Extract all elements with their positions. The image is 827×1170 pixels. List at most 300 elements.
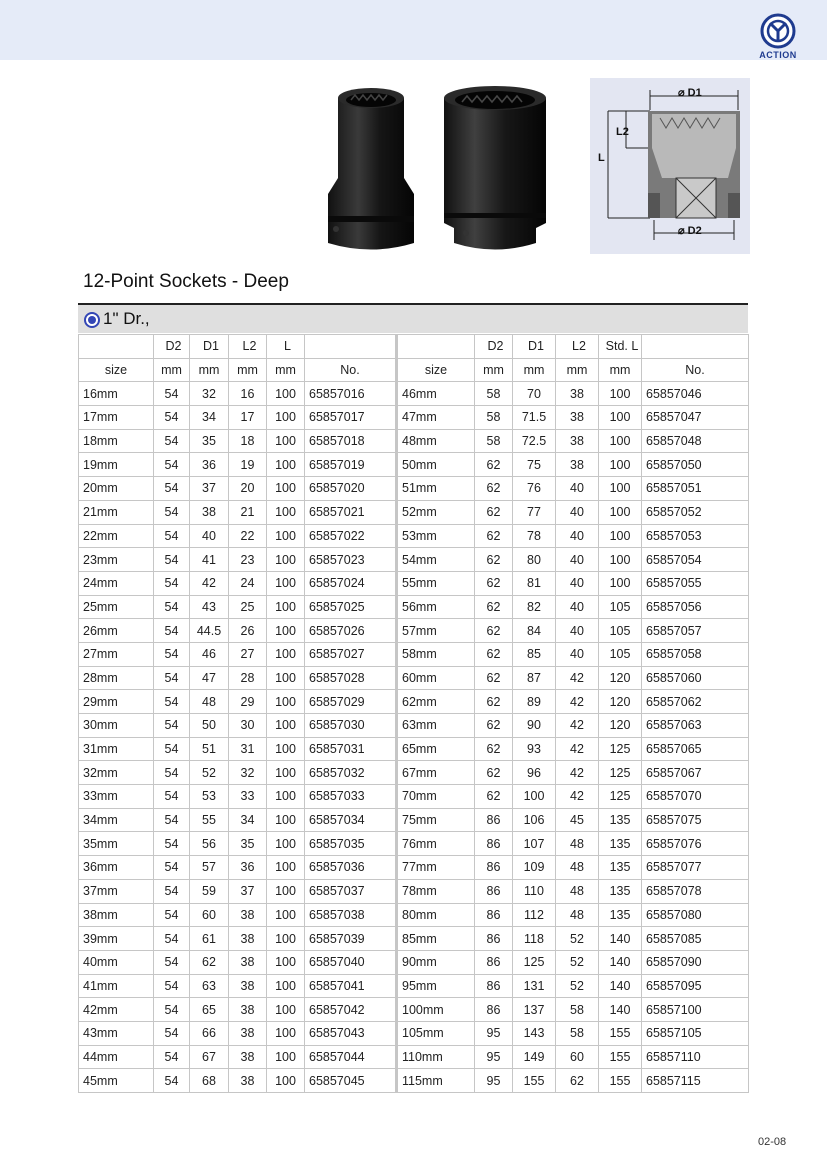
table-cell: 53 <box>190 785 229 809</box>
table-cell: 140 <box>599 974 642 998</box>
table-cell: 86 <box>475 879 513 903</box>
table-cell: 100 <box>267 737 305 761</box>
table-cell: 23mm <box>79 548 154 572</box>
table-cell: mm <box>556 358 599 382</box>
table-cell: 60 <box>190 903 229 927</box>
table-cell: 54 <box>154 737 190 761</box>
table-cell: 86 <box>475 950 513 974</box>
table-cell: 22mm <box>79 524 154 548</box>
table-cell: 16 <box>229 382 267 406</box>
table-cell: 62 <box>475 666 513 690</box>
table-row <box>79 927 749 951</box>
table-cell: 42 <box>556 666 599 690</box>
table-cell: 65857105 <box>642 1021 749 1045</box>
table-cell: 65857100 <box>642 998 749 1022</box>
table-cell: 65857042 <box>305 998 397 1022</box>
table-cell: 90 <box>513 714 556 738</box>
table-cell: 42 <box>190 571 229 595</box>
table-cell: 30mm <box>79 714 154 738</box>
table-cell: 40mm <box>79 950 154 974</box>
table-cell: 100 <box>267 619 305 643</box>
table-cell: 65857021 <box>305 500 397 524</box>
table-cell: 62 <box>475 737 513 761</box>
table-cell: 76 <box>513 477 556 501</box>
table-cell: 105 <box>599 619 642 643</box>
table-cell: mm <box>599 358 642 382</box>
table-cell: 106 <box>513 808 556 832</box>
table-cell: 29 <box>229 690 267 714</box>
table-cell: 59 <box>190 879 229 903</box>
table-cell: 62 <box>475 453 513 477</box>
table-cell: 86 <box>475 998 513 1022</box>
table-cell: 53mm <box>397 524 475 548</box>
table-cell: 78mm <box>397 879 475 903</box>
table-cell: 54 <box>154 1069 190 1093</box>
table-cell: mm <box>154 358 190 382</box>
table-cell: 100 <box>267 927 305 951</box>
table-cell: 62 <box>475 595 513 619</box>
table-cell: 20 <box>229 477 267 501</box>
table-cell: 25mm <box>79 595 154 619</box>
table-cell: 110 <box>513 879 556 903</box>
table-cell: 87 <box>513 666 556 690</box>
table-cell: 54 <box>154 406 190 430</box>
table-cell: 37 <box>190 477 229 501</box>
table-cell: 100 <box>267 879 305 903</box>
table-cell: 62 <box>475 548 513 572</box>
table-cell: 65857051 <box>642 477 749 501</box>
table-cell: 40 <box>556 524 599 548</box>
table-cell: 77 <box>513 500 556 524</box>
table-cell: 55 <box>190 808 229 832</box>
table-cell: 42 <box>556 761 599 785</box>
table-cell: 38 <box>229 903 267 927</box>
table-cell: 65857033 <box>305 785 397 809</box>
table-cell: 65857019 <box>305 453 397 477</box>
table-cell: 58mm <box>397 642 475 666</box>
table-cell: 65mm <box>397 737 475 761</box>
table-row <box>79 548 749 572</box>
table-cell: 115mm <box>397 1069 475 1093</box>
table-cell: 38 <box>556 382 599 406</box>
small-socket-photo <box>326 78 416 256</box>
table-cell: 65857046 <box>642 382 749 406</box>
section-bullet-icon <box>84 312 100 328</box>
table-cell: 65857076 <box>642 832 749 856</box>
table-cell: 60 <box>556 1045 599 1069</box>
table-cell: D2 <box>154 335 190 359</box>
spec-table <box>78 334 749 1093</box>
table-cell: 40 <box>556 548 599 572</box>
table-cell: 54 <box>154 524 190 548</box>
table-cell: 131 <box>513 974 556 998</box>
table-cell: 140 <box>599 927 642 951</box>
table-cell: 17mm <box>79 406 154 430</box>
table-cell: 48 <box>556 832 599 856</box>
table-cell: 120 <box>599 690 642 714</box>
table-cell: 31 <box>229 737 267 761</box>
table-cell: 20mm <box>79 477 154 501</box>
table-cell: 48 <box>556 879 599 903</box>
table-cell: 57mm <box>397 619 475 643</box>
table-cell: 36 <box>229 856 267 880</box>
table-cell: 38 <box>229 1045 267 1069</box>
table-cell: 34mm <box>79 808 154 832</box>
table-cell: 65857047 <box>642 406 749 430</box>
table-cell: 67 <box>190 1045 229 1069</box>
table-row <box>79 903 749 927</box>
table-cell: 39mm <box>79 927 154 951</box>
table-cell: 86 <box>475 808 513 832</box>
table-cell: 65857031 <box>305 737 397 761</box>
table-cell: 58 <box>556 1021 599 1045</box>
table-header-row <box>79 335 749 359</box>
table-cell: 62 <box>475 714 513 738</box>
table-cell: 48 <box>556 903 599 927</box>
table-cell: 155 <box>513 1069 556 1093</box>
table-cell: 65857029 <box>305 690 397 714</box>
table-row <box>79 382 749 406</box>
table-cell: 96 <box>513 761 556 785</box>
table-cell: 38 <box>556 406 599 430</box>
table-cell: 52 <box>556 927 599 951</box>
table-row <box>79 808 749 832</box>
table-cell: 70 <box>513 382 556 406</box>
table-cell: 71.5 <box>513 406 556 430</box>
table-cell: 100 <box>267 714 305 738</box>
table-cell: 37mm <box>79 879 154 903</box>
table-cell: 100 <box>267 832 305 856</box>
table-cell: 100 <box>267 477 305 501</box>
table-cell: 54 <box>154 950 190 974</box>
large-socket-photo <box>440 78 550 256</box>
table-cell: 80mm <box>397 903 475 927</box>
table-cell: 28mm <box>79 666 154 690</box>
table-cell: 65857056 <box>642 595 749 619</box>
table-cell: 45 <box>556 808 599 832</box>
table-cell: 62 <box>475 690 513 714</box>
table-cell: 65857032 <box>305 761 397 785</box>
table-cell: 135 <box>599 832 642 856</box>
table-cell: 58 <box>556 998 599 1022</box>
table-cell: 43mm <box>79 1021 154 1045</box>
table-cell: L2 <box>229 335 267 359</box>
table-cell: 56 <box>190 832 229 856</box>
table-cell: 89 <box>513 690 556 714</box>
table-cell: 44.5 <box>190 619 229 643</box>
page-number: 02-08 <box>758 1136 787 1148</box>
table-cell: 100 <box>267 382 305 406</box>
table-cell: 32 <box>229 761 267 785</box>
table-cell: 100 <box>267 950 305 974</box>
table-row <box>79 714 749 738</box>
table-cell <box>79 335 154 359</box>
table-cell: 135 <box>599 856 642 880</box>
table-cell: 65857025 <box>305 595 397 619</box>
table-cell: 100 <box>599 548 642 572</box>
table-cell: mm <box>475 358 513 382</box>
table-row <box>79 998 749 1022</box>
table-cell: 65857110 <box>642 1045 749 1069</box>
table-cell: 65857053 <box>642 524 749 548</box>
table-cell: 65857016 <box>305 382 397 406</box>
table-cell: 42mm <box>79 998 154 1022</box>
table-cell: 42 <box>556 785 599 809</box>
table-cell: 54 <box>154 785 190 809</box>
table-cell: 109 <box>513 856 556 880</box>
table-cell: 32mm <box>79 761 154 785</box>
table-row <box>79 879 749 903</box>
table-cell: 50mm <box>397 453 475 477</box>
table-cell: 100 <box>267 429 305 453</box>
table-cell: 40 <box>556 477 599 501</box>
table-cell: 36 <box>190 453 229 477</box>
table-cell: 54 <box>154 619 190 643</box>
table-cell: 65857085 <box>642 927 749 951</box>
table-cell: 65857026 <box>305 619 397 643</box>
table-cell: 135 <box>599 903 642 927</box>
table-cell: 43 <box>190 595 229 619</box>
table-row <box>79 477 749 501</box>
table-cell: 86 <box>475 927 513 951</box>
table-cell: 100 <box>267 998 305 1022</box>
table-cell: 65857070 <box>642 785 749 809</box>
table-cell: 100 <box>267 548 305 572</box>
table-cell: 140 <box>599 998 642 1022</box>
table-cell: 76mm <box>397 832 475 856</box>
table-cell: 100 <box>267 666 305 690</box>
table-cell: 42 <box>556 737 599 761</box>
table-cell: 65857028 <box>305 666 397 690</box>
table-cell: 100 <box>513 785 556 809</box>
table-cell: 57 <box>190 856 229 880</box>
table-cell: 118 <box>513 927 556 951</box>
table-cell: 21 <box>229 500 267 524</box>
table-cell: 38 <box>229 974 267 998</box>
table-row <box>79 690 749 714</box>
table-cell: 65857063 <box>642 714 749 738</box>
table-cell: 38 <box>229 1069 267 1093</box>
table-cell: 112 <box>513 903 556 927</box>
label-d2: ⌀ D2 <box>678 225 702 237</box>
table-cell: 105 <box>599 595 642 619</box>
table-cell: 100 <box>267 406 305 430</box>
table-cell: 38 <box>556 429 599 453</box>
table-cell: 51mm <box>397 477 475 501</box>
table-cell: 38 <box>229 998 267 1022</box>
table-cell: 65857078 <box>642 879 749 903</box>
table-row <box>79 406 749 430</box>
table-cell: 63 <box>190 974 229 998</box>
table-cell: 100 <box>267 690 305 714</box>
table-row <box>79 524 749 548</box>
table-cell: 54 <box>154 903 190 927</box>
table-cell: 155 <box>599 1069 642 1093</box>
table-row <box>79 595 749 619</box>
table-cell: 65857018 <box>305 429 397 453</box>
table-cell: 70mm <box>397 785 475 809</box>
table-cell: 32 <box>190 382 229 406</box>
table-cell: 100 <box>599 500 642 524</box>
table-cell: 65857048 <box>642 429 749 453</box>
table-cell: 41 <box>190 548 229 572</box>
table-cell: 100 <box>267 500 305 524</box>
table-cell: 65857050 <box>642 453 749 477</box>
table-cell: 65857022 <box>305 524 397 548</box>
table-cell: 65857043 <box>305 1021 397 1045</box>
table-cell: 51 <box>190 737 229 761</box>
table-row <box>79 500 749 524</box>
table-row <box>79 950 749 974</box>
table-cell: 110mm <box>397 1045 475 1069</box>
table-cell: 65857090 <box>642 950 749 974</box>
table-cell: 125 <box>513 950 556 974</box>
table-cell: 65857058 <box>642 642 749 666</box>
table-cell: 54 <box>154 879 190 903</box>
table-cell: 100 <box>267 524 305 548</box>
table-cell: 62 <box>475 619 513 643</box>
table-cell: 55mm <box>397 571 475 595</box>
table-cell: 54 <box>154 714 190 738</box>
table-cell: 135 <box>599 879 642 903</box>
table-cell: 100 <box>599 382 642 406</box>
table-cell: 65857024 <box>305 571 397 595</box>
table-cell: 95 <box>475 1045 513 1069</box>
table-cell: 149 <box>513 1045 556 1069</box>
table-cell: 120 <box>599 714 642 738</box>
table-cell: 54 <box>154 500 190 524</box>
table-cell: L2 <box>556 335 599 359</box>
table-cell: 54 <box>154 453 190 477</box>
table-cell: 65857045 <box>305 1069 397 1093</box>
table-cell: 54 <box>154 974 190 998</box>
table-cell: 54 <box>154 690 190 714</box>
table-cell: 38mm <box>79 903 154 927</box>
table-cell: 155 <box>599 1045 642 1069</box>
table-cell: 24mm <box>79 571 154 595</box>
table-cell: 75 <box>513 453 556 477</box>
table-cell: 143 <box>513 1021 556 1045</box>
table-cell: 95 <box>475 1021 513 1045</box>
table-cell: 65857080 <box>642 903 749 927</box>
table-cell <box>305 335 397 359</box>
table-cell: 65857035 <box>305 832 397 856</box>
table-cell: 125 <box>599 785 642 809</box>
table-cell: 38 <box>229 1021 267 1045</box>
table-cell: 100 <box>267 761 305 785</box>
table-cell: 107 <box>513 832 556 856</box>
table-cell: 65857027 <box>305 642 397 666</box>
table-cell: 62 <box>475 477 513 501</box>
table-cell: 100 <box>267 1069 305 1093</box>
table-cell: 33mm <box>79 785 154 809</box>
table-cell: 33 <box>229 785 267 809</box>
table-cell: 35 <box>190 429 229 453</box>
table-cell: D1 <box>513 335 556 359</box>
table-cell: 18mm <box>79 429 154 453</box>
table-cell: 54 <box>154 666 190 690</box>
section-header <box>78 305 748 333</box>
table-cell: 54 <box>154 856 190 880</box>
table-cell: Std. L <box>599 335 642 359</box>
table-cell: 65857034 <box>305 808 397 832</box>
table-row <box>79 974 749 998</box>
table-cell: 86 <box>475 974 513 998</box>
table-cell: 48 <box>190 690 229 714</box>
table-cell: 100 <box>267 903 305 927</box>
table-cell: 100 <box>267 571 305 595</box>
table-cell: mm <box>513 358 556 382</box>
table-cell: 40 <box>556 571 599 595</box>
table-cell: 42 <box>556 690 599 714</box>
table-cell: 65857057 <box>642 619 749 643</box>
table-cell: 82 <box>513 595 556 619</box>
table-cell: 62mm <box>397 690 475 714</box>
table-cell: D2 <box>475 335 513 359</box>
table-cell: 38 <box>190 500 229 524</box>
table-cell: 78 <box>513 524 556 548</box>
table-cell: 90mm <box>397 950 475 974</box>
table-cell: 16mm <box>79 382 154 406</box>
table-cell: 18 <box>229 429 267 453</box>
table-cell: 54 <box>154 595 190 619</box>
table-cell: 65857037 <box>305 879 397 903</box>
table-row <box>79 642 749 666</box>
table-cell: 35mm <box>79 832 154 856</box>
table-cell: 85 <box>513 642 556 666</box>
table-cell: 125 <box>599 761 642 785</box>
table-cell: 54mm <box>397 548 475 572</box>
table-cell: 65857067 <box>642 761 749 785</box>
table-cell: 65857020 <box>305 477 397 501</box>
table-cell: 54 <box>154 998 190 1022</box>
table-cell: 54 <box>154 429 190 453</box>
table-cell: 65857055 <box>642 571 749 595</box>
table-cell: 48 <box>556 856 599 880</box>
table-cell: 125 <box>599 737 642 761</box>
table-row <box>79 832 749 856</box>
table-cell: 65 <box>190 998 229 1022</box>
table-cell <box>642 335 749 359</box>
table-cell: 100 <box>599 453 642 477</box>
table-cell: 100 <box>267 856 305 880</box>
table-cell: 86 <box>475 856 513 880</box>
table-cell: 52 <box>556 950 599 974</box>
table-cell: 65857041 <box>305 974 397 998</box>
table-cell: 58 <box>475 429 513 453</box>
table-cell: 80 <box>513 548 556 572</box>
table-cell: 65857039 <box>305 927 397 951</box>
table-cell: 44mm <box>79 1045 154 1069</box>
table-cell: 45mm <box>79 1069 154 1093</box>
table-cell: 63mm <box>397 714 475 738</box>
table-cell: 85mm <box>397 927 475 951</box>
table-cell: 65857036 <box>305 856 397 880</box>
table-cell: 58 <box>475 382 513 406</box>
table-cell: 72.5 <box>513 429 556 453</box>
table-cell: 65857054 <box>642 548 749 572</box>
table-cell: 62 <box>475 500 513 524</box>
table-cell: 62 <box>556 1069 599 1093</box>
table-cell: 26 <box>229 619 267 643</box>
table-cell: 105mm <box>397 1021 475 1045</box>
table-cell: 65857115 <box>642 1069 749 1093</box>
table-cell: 19 <box>229 453 267 477</box>
table-row <box>79 666 749 690</box>
table-row <box>79 453 749 477</box>
table-cell: 65857038 <box>305 903 397 927</box>
table-row <box>79 1021 749 1045</box>
